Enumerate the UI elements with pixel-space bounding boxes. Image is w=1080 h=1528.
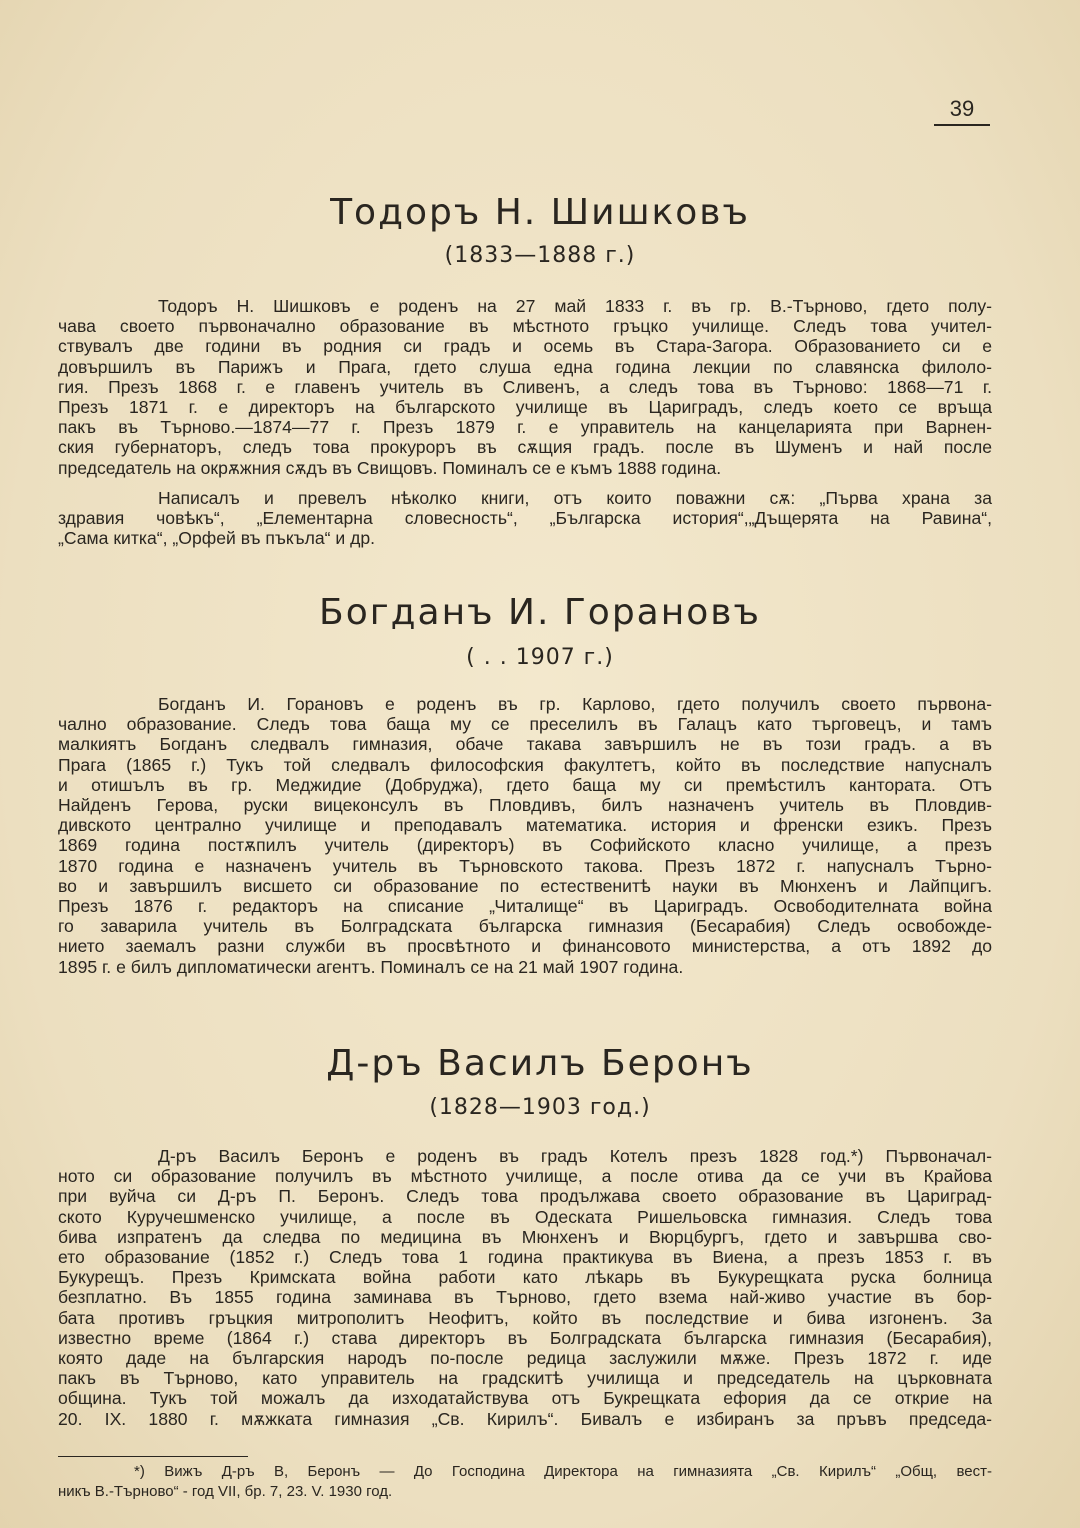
text-line: Букурещъ. Презъ Кримската война работи като лѣкарь въ Букурещката руска болница	[58, 1267, 992, 1288]
text-line: пакъ въ Търново.—1874—77 г. Презъ 1879 г. е управитель на канцеларията при Варнен-	[58, 417, 992, 438]
text-line: пакъ въ Търново, като управитель на градскитѣ училища и председатель на църковната	[58, 1368, 992, 1389]
text-line: ствувалъ две години въ родния си градъ и осемь въ Стара-Загора. Образованието си е	[58, 336, 992, 357]
text-line: 1895 г. е билъ дипломатически агентъ. Поминалъ се на 21 май 1907 година.	[58, 956, 684, 977]
text-line: и отишълъ въ гр. Меджидие (Добруджа), гдето баща му си премѣстилъ кантората. Отъ	[58, 774, 992, 795]
text-line: „Сама китка“, „Орфей въ пъкъла“ и др.	[58, 528, 376, 549]
page-number: 39	[934, 96, 990, 126]
footnote-divider	[58, 1456, 248, 1457]
text-line: която даде на българския народъ по-после редица заслужили мѫже. Презъ 1872 г. иде	[58, 1348, 992, 1369]
paragraph-shishkov-bio	[58, 296, 992, 478]
text-line: ския губернаторъ, следъ това прокуроръ въ сѫщия градъ. после въ Шуменъ и най после	[58, 437, 992, 458]
text-line: бата противъ гръцкия митрополитъ Неофитъ, който въ последствие и бива изгоненъ. За	[58, 1307, 992, 1328]
text-line: Д-ръ Василъ Беронъ е роденъ въ градъ Котелъ презъ 1828 год.*) Първоначал-	[158, 1146, 992, 1166]
text-line: го заварила учитель въ Болградската българска гимназия (Бесарабия) Следъ освобожде-	[58, 916, 992, 937]
text-line: здравия човѣкъ“, „Елементарна словесность“, „Българска история“,„Дъщерята на Равина“,	[58, 508, 992, 529]
section-heading-goranov: Богданъ И. Горановъ	[319, 592, 761, 633]
section-heading-shishkov: Тодоръ Н. Шишковъ	[330, 192, 750, 233]
text-line: довършилъ въ Парижъ и Прага, гдето слуша една година лекции по славянска филоло-	[58, 356, 992, 377]
text-line: Прага (1865 г.) Тукъ той следвалъ философския факултетъ, който въ последствие напусналъ	[58, 754, 992, 775]
section-dates-beron: (1828—1903 год.)	[429, 1095, 651, 1120]
text-line: чално образование. Следъ това баща му се преселилъ въ Галацъ като търговецъ, и тамъ	[58, 714, 992, 735]
paragraph-beron-bio	[58, 1146, 992, 1429]
text-line: Презъ 1871 г. е директоръ на българското училище въ Цариградъ, следъ което се връща	[58, 397, 992, 418]
text-line: бива изпратенъ да следва по медицина въ Мюнхенъ и Вюрцбургъ, гдето и завършва сво-	[58, 1226, 992, 1247]
text-line: председатель на окрѫжния сѫдъ въ Свищовъ. Поминалъ се е къмъ 1888 година.	[58, 457, 722, 478]
text-line: безплатно. Въ 1855 година заминава въ Търново, гдето взема най-живо участие въ бор-	[58, 1287, 992, 1308]
text-line: община. Тукъ той можалъ да изходатайствува отъ Букрещката ефория да се открие на	[58, 1388, 992, 1409]
text-line: Найденъ Герова, руски вицеконсулъ въ Пловдивъ, билъ назначенъ учитель въ Пловдив-	[58, 795, 992, 816]
text-line: малкиятъ Богданъ следвалъ гимназия, обаче такава завършилъ не въ този градъ. а въ	[58, 734, 992, 755]
text-line: при вуйча си Д-ръ П. Беронъ. Следъ това продължава своето образование въ Цариград-	[58, 1186, 992, 1207]
section-dates-shishkov: (1833—1888 г.)	[444, 243, 636, 268]
text-line: чава своето първоначално образование въ мѣстното гръцко училище. Следъ това учител-	[58, 316, 992, 337]
footnote-line: никъ В.-Търново“ - год VII, бр. 7, 23. V. 1930 год.	[58, 1483, 393, 1500]
text-line: Написалъ и превелъ нѣколко книги, отъ които поважни сѫ: „Първа храна за	[158, 488, 992, 508]
text-line: ето образование (1852 г.) Следъ това 1 година практикува въ Виена, а презъ 1853 г. въ	[58, 1247, 992, 1268]
paragraph-goranov-bio	[58, 694, 992, 977]
text-line: Богданъ И. Горановъ е роденъ въ гр. Карлово, гдето получилъ своето първона-	[158, 694, 992, 714]
section-heading-beron: Д-ръ Василъ Беронъ	[326, 1043, 754, 1084]
paragraph-shishkov-books	[58, 488, 992, 549]
text-line: во и завършилъ висшето си образование по естественитѣ науки въ Мюнхенъ и Лайпцигъ.	[58, 875, 992, 896]
text-line: ското Куручешменско училище, а после въ Одеската Ришельовска гимназия. Следъ това	[58, 1206, 992, 1227]
text-line: 20. IX. 1880 г. мѫжката гимназия „Св. Кирилъ“. Бивалъ е избиранъ за пръвъ председа-	[58, 1408, 992, 1429]
text-line: Тодоръ Н. Шишковъ е роденъ на 27 май 1833 г. въ гр. В.-Търново, гдето полу-	[158, 296, 992, 316]
text-line: ното си образование получилъ въ мѣстното училище, а после отива да се учи въ Крайова	[58, 1166, 992, 1187]
section-dates-goranov: ( . . 1907 г.)	[466, 645, 614, 670]
text-line: 1870 година е назначенъ учитель въ Търновското такова. Презъ 1872 г. напусналъ Търно-	[58, 855, 992, 876]
text-line: гия. Презъ 1868 г. е главенъ учитель въ Сливенъ, а следъ това въ Търново: 1868—71 г.	[58, 376, 992, 397]
text-line: 1869 година постѫпилъ учитель (директоръ) въ Софийското класно училище, а презъ	[58, 835, 992, 856]
footnote-line: *) Вижъ Д-ръ В, Беронъ — До Господина Директора на гимназията „Св. Кирилъ“ „Общ, вест-	[134, 1463, 992, 1480]
text-line: известно време (1864 г.) става директоръ въ Болградската българска гимназия (Бесарабия),	[58, 1327, 992, 1348]
text-line: нието заемалъ разни служби въ просвѣтното и финансовото министерства, а отъ 1892 до	[58, 936, 992, 957]
text-line: дивското централно училище и преподавалъ математика. история и френски езикъ. Презъ	[58, 815, 992, 836]
footnote	[58, 1462, 992, 1502]
text-line: Презъ 1876 г. редакторъ на списание „Читалище“ въ Цариградъ. Освободителната война	[58, 896, 992, 917]
